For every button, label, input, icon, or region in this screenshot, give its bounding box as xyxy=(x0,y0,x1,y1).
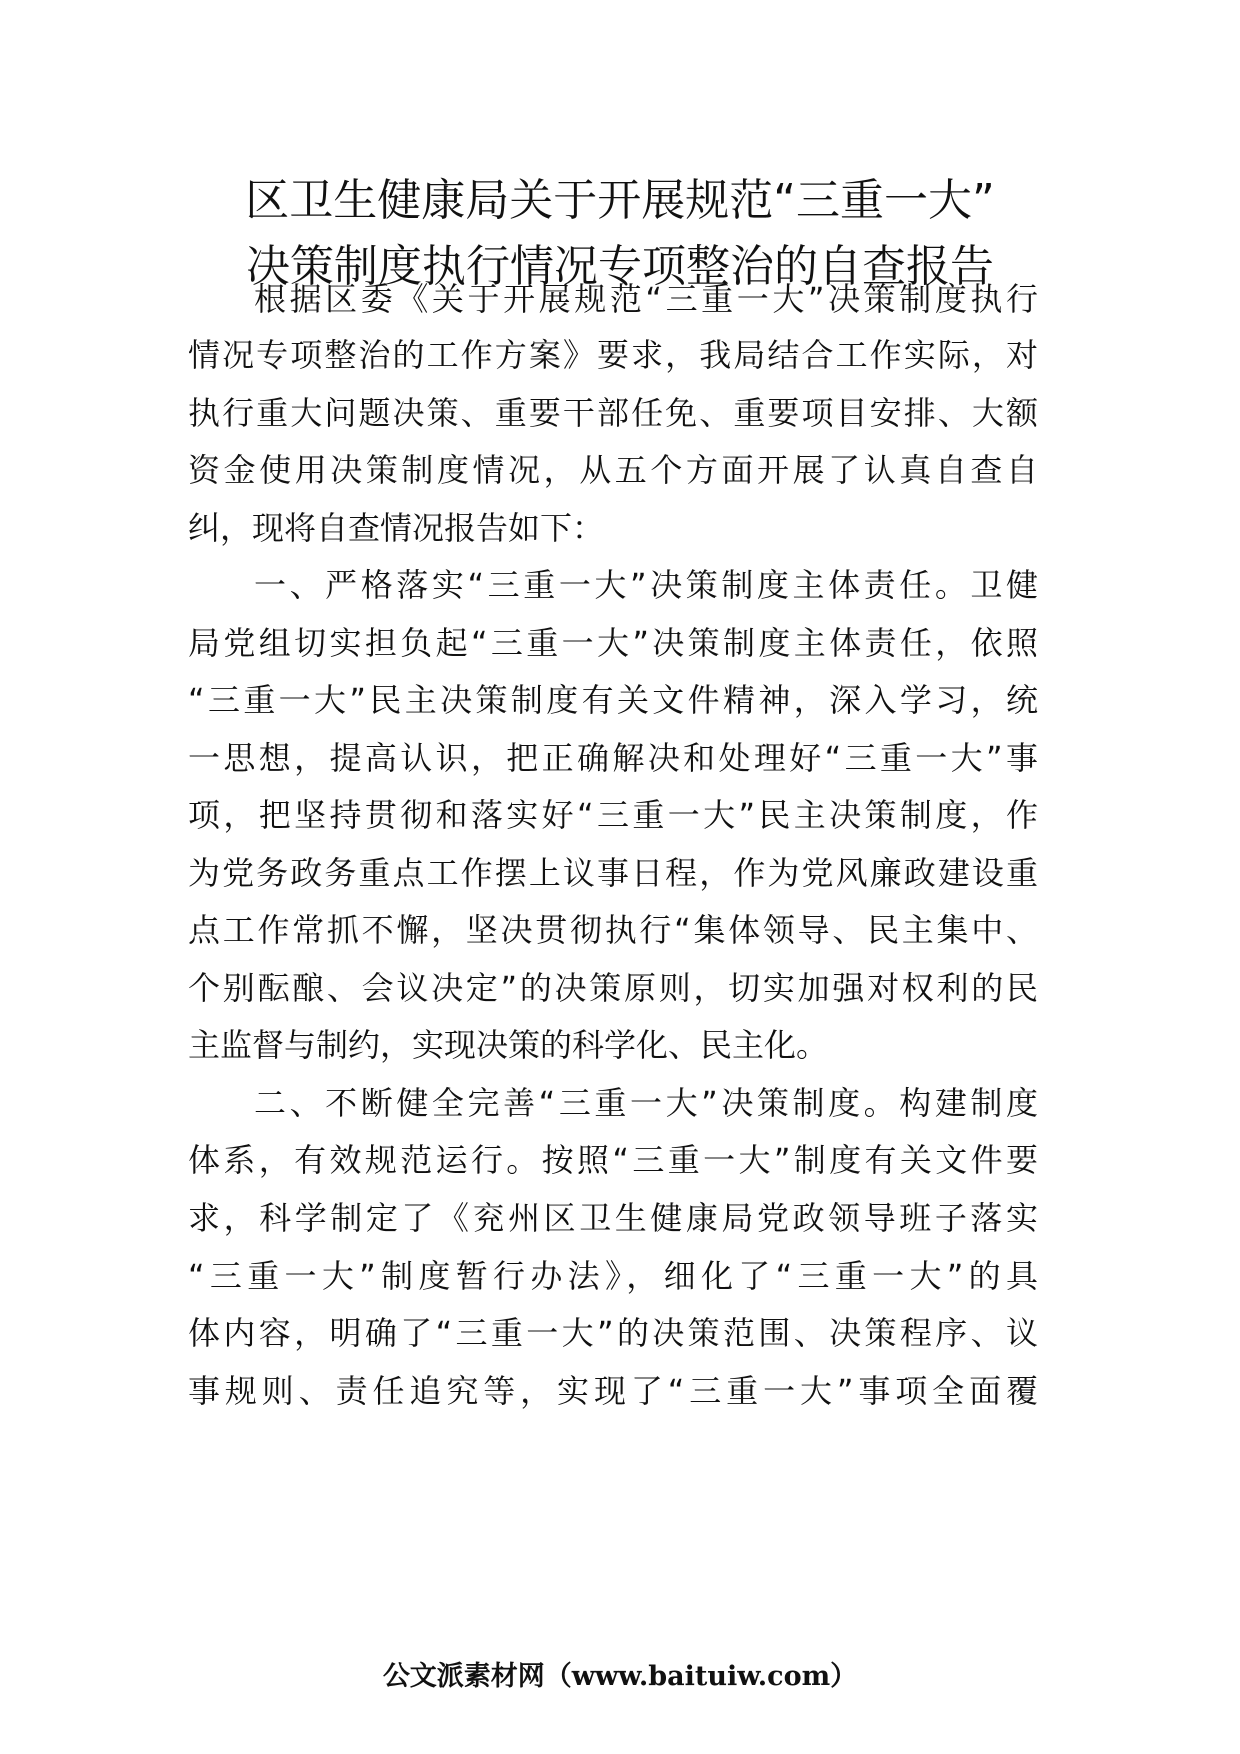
paragraph-intro-line-2: 情况专项整治的工作方案》要求，我局结合工作实际，对 xyxy=(188,336,1038,374)
paragraph-intro-line-5: 纠，现将自查情况报告如下： xyxy=(188,509,605,547)
footer-source-text: 公文派素材网（www.baituiw.com） xyxy=(382,1661,858,1692)
section-two-line-6: 事规则、责任追究等，实现了“三重一大”事项全面覆 xyxy=(188,1372,1038,1410)
section-one-line-8: 个别酝酿、会议决定”的决策原则，切实加强对权利的民 xyxy=(188,969,1038,1007)
document-title-line-1: 区卫生健康局关于开展规范“三重一大” xyxy=(245,175,995,226)
section-one-line-3: “三重一大”民主决策制度有关文件精神，深入学习，统 xyxy=(188,681,1038,719)
section-one-line-1: 一、严格落实“三重一大”决策制度主体责任。卫健 xyxy=(254,566,1038,604)
section-two-line-3: 求，科学制定了《兖州区卫生健康局党政领导班子落实 xyxy=(188,1199,1038,1237)
section-one-line-2: 局党组切实担负起“三重一大”决策制度主体责任，依照 xyxy=(188,624,1038,662)
section-one-line-4: 一思想，提高认识，把正确解决和处理好“三重一大”事 xyxy=(188,739,1038,777)
section-two-line-2: 体系，有效规范运行。按照“三重一大”制度有关文件要 xyxy=(188,1141,1038,1179)
section-one-line-5: 项，把坚持贯彻和落实好“三重一大”民主决策制度，作 xyxy=(188,796,1038,834)
section-two-line-5: 体内容，明确了“三重一大”的决策范围、决策程序、议 xyxy=(188,1314,1038,1352)
section-one-line-7: 点工作常抓不懈，坚决贯彻执行“集体领导、民主集中、 xyxy=(188,911,1038,949)
section-one-line-9: 主监督与制约，实现决策的科学化、民主化。 xyxy=(188,1026,829,1064)
document-title-line-2: 决策制度执行情况专项整治的自查报告 xyxy=(246,241,994,292)
paragraph-intro-line-4: 资金使用决策制度情况，从五个方面开展了认真自查自 xyxy=(188,451,1038,489)
section-two-line-4: “三重一大”制度暂行办法》，细化了“三重一大”的具 xyxy=(188,1257,1038,1295)
paragraph-intro-line-1: 根据区委《关于开展规范“三重一大”决策制度执行 xyxy=(254,280,1038,318)
section-two-line-1: 二、不断健全完善“三重一大”决策制度。构建制度 xyxy=(254,1084,1038,1122)
section-one-line-6: 为党务政务重点工作摆上议事日程，作为党风廉政建设重 xyxy=(188,854,1038,892)
paragraph-intro-line-3: 执行重大问题决策、重要干部任免、重要项目安排、大额 xyxy=(188,394,1038,432)
